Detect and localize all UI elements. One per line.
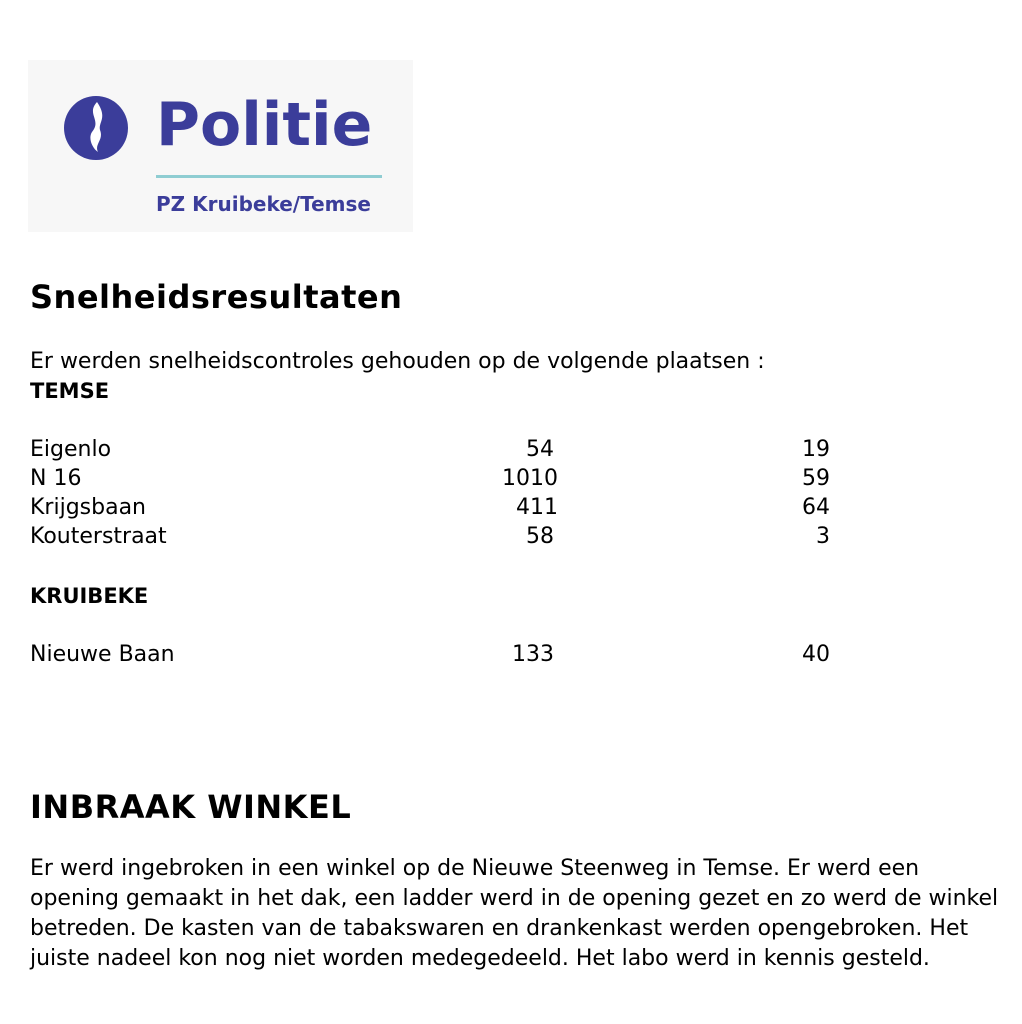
kruibeke-label: KRUIBEKE	[30, 584, 149, 608]
speed-results-heading: Snelheidsresultaten	[30, 278, 403, 316]
value-1: 1010	[502, 466, 558, 491]
table-row	[30, 522, 830, 552]
police-logo	[28, 60, 413, 232]
place-name: Kouterstraat	[30, 524, 167, 549]
table-row	[30, 435, 830, 465]
table-row	[30, 464, 830, 494]
logo-wordmark: Politie	[156, 90, 373, 160]
place-name: Eigenlo	[30, 437, 112, 462]
burglary-paragraph: Er werd ingebroken in een winkel op de Nieuwe Steenweg in Temse. Er werd een opening gemaakt in het dak, een ladder werd in de opening gezet en zo werd de winkel betreden. De kasten van de tabakswaren en drankenkast werden opengebroken. Het juiste nadeel kon nog niet worden medegedeeld. Het labo werd in kennis gesteld.	[30, 856, 999, 971]
burglary-heading: INBRAAK WINKEL	[30, 788, 352, 826]
value-1: 411	[516, 495, 558, 520]
speed-intro: Er werden snelheidscontroles gehouden op de volgende plaatsen :	[30, 349, 765, 374]
value-2: 19	[802, 437, 830, 462]
value-2: 40	[802, 642, 830, 667]
flame-icon	[64, 96, 128, 160]
logo-subtitle: PZ Kruibeke/Temse	[156, 192, 371, 216]
table-row	[30, 493, 830, 523]
place-name: N 16	[30, 466, 82, 491]
place-name: Krijgsbaan	[30, 495, 146, 520]
value-2: 64	[802, 495, 830, 520]
place-name: Nieuwe Baan	[30, 642, 175, 667]
value-1: 133	[512, 642, 554, 667]
value-2: 3	[816, 524, 830, 549]
value-1: 54	[526, 437, 554, 462]
temse-label: TEMSE	[30, 379, 110, 403]
logo-divider	[156, 175, 382, 178]
value-1: 58	[526, 524, 554, 549]
table-row	[30, 640, 830, 670]
value-2: 59	[802, 466, 830, 491]
